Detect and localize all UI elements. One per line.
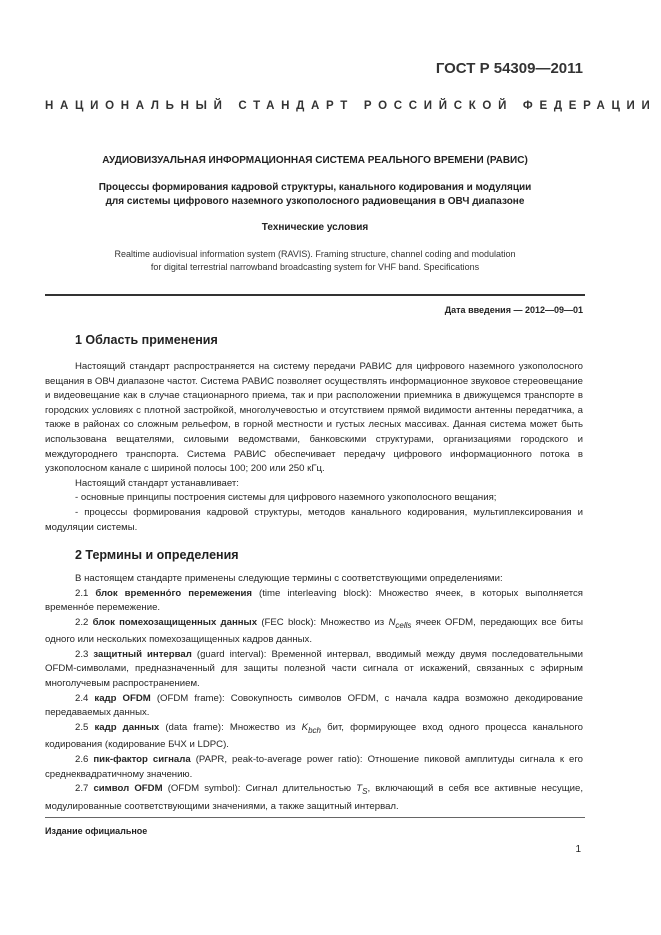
term-2-6: 2.6 пик-фактор сигнала (PAPR, peak-to-average power ratio): Отношение пиковой амплитуды сигнала к его среднеквадратичному значению. — [45, 753, 584, 780]
term-2-1: 2.1 блок временно́го перемежения (time interleaving block): Множество ячеек, в которых выполняется временно́е перемежение. — [45, 587, 583, 614]
term-2-2-name: блок помехозащищенных данных — [92, 616, 258, 628]
symbol-n: N — [388, 616, 396, 628]
english-title-line-2: for digital terrestrial narrowband broadcasting system for VHF band. Specifications — [150, 262, 480, 272]
edition-label: Издание официальное — [45, 826, 148, 836]
subtitle-line-1: Процессы формирования кадровой структуры, канального кодирования и модуляции — [98, 182, 532, 193]
footer-divider — [45, 817, 585, 818]
spec-label: Технические условия — [261, 222, 369, 233]
subtitle-line-2: для системы цифрового наземного узкополосного радиовещания в ОВЧ диапазоне — [105, 196, 525, 207]
section-1-paragraph-1: Настоящий стандарт распространяется на систему передачи РАВИС для цифрового наземного узкополосного вещания в ОВЧ диапазоне частот. Система РАВИС позволяет осуществлять информационное звуковое стереовещание и видеовещание как в случае стационарного приема, так и при расположении приемника в движущемся транспорте в городских условиях с плотной застройкой, многолучевостью и отсутствием прямой видимости антенны передатчика, а также в районах со сложным рельефом, в горной местности и густых лесных массивах. Данная система может быть использована вещателями, силовыми ведомствами, банковскими структурами, организациями городского и междугороднего транспорта. Система РАВИС обеспечивает передачу цифрового информационного потока в узкополосном канале с шириной полосы 100; 200 или 250 кГц. — [45, 361, 583, 475]
term-2-2: 2.2 блок помехозащищенных данных (FEC block): Множество из $N_{cells}$ ячеек OFDM, передающих все биты одного или нескольких помехозащищенных кадров данных. — [45, 616, 583, 646]
term-2-6-name: пик-фактор сигнала — [93, 753, 191, 765]
section-2-body — [45, 572, 583, 814]
term-2-1-name: блок временно́го перемежения — [95, 587, 253, 599]
document-id: ГОСТ Р 54309—2011 — [435, 60, 583, 77]
page-number: 1 — [575, 844, 581, 855]
section-1-heading: 1 Область применения — [75, 333, 218, 347]
section-2-intro: В настоящем стандарте применены следующие термины с соответствующими определениями: — [75, 573, 503, 584]
term-2-5-name: кадр данных — [94, 721, 160, 733]
english-title-line-1: Realtime audiovisual information system (RAVIS). Framing structure, channel coding and modulation — [114, 249, 516, 259]
symbol-k: K — [301, 721, 309, 733]
section-1-paragraph-2: Настоящий стандарт устанавливает: — [75, 477, 239, 489]
introduction-date: Дата введения — 2012—09—01 — [444, 305, 583, 315]
subtitle — [45, 181, 585, 209]
section-1-paragraph-3: - основные принципы построения системы для цифрового наземного узкополосного вещания; — [75, 492, 497, 504]
term-2-7: 2.7 символ OFDM (OFDM symbol): Сигнал длительностью $T_S$, включающий в себя все активные несущие, модулированные соответствующими значениями, а также защитный интервал. — [45, 783, 583, 812]
main-title: АУДИОВИЗУАЛЬНАЯ ИНФОРМАЦИОННАЯ СИСТЕМА РЕАЛЬНОГО ВРЕМЕНИ (РАВИС) — [102, 155, 528, 166]
section-2-heading: 2 Термины и определения — [75, 548, 239, 562]
english-title — [45, 248, 585, 274]
term-2-3: 2.3 защитный интервал (guard interval): Временной интервал, вводимый между двумя последовательными OFDM-символами, предназначенный для защиты полезной части сигнала от искажений, связанных с эфирным многолучевым распространением. — [45, 648, 584, 690]
section-1-body — [45, 360, 583, 535]
term-2-3-name: защитный интервал — [93, 648, 192, 660]
header-divider — [45, 294, 585, 296]
national-standard-banner: НАЦИОНАЛЬНЫЙ СТАНДАРТ РОССИЙСКОЙ ФЕДЕРАЦИИ — [45, 100, 657, 112]
symbol-t: T — [356, 783, 363, 795]
term-2-4: 2.4 кадр OFDM (OFDM frame): Совокупность символов OFDM, с начала кадра возможно декодирование передаваемых данных. — [45, 692, 584, 719]
section-1-paragraph-4: - процессы формирования кадровой структуры, методов канального кодирования, мультиплексирования и модуляции системы. — [45, 506, 583, 533]
term-2-5: 2.5 кадр данных (data frame): Множество из $K_{bch}$ бит, формирующее вход одного процесса канального кодирования (кодирование БЧХ и LDPC). — [45, 721, 583, 751]
term-2-7-name: символ OFDM — [93, 783, 163, 795]
term-2-4-name: кадр OFDM — [94, 692, 151, 704]
